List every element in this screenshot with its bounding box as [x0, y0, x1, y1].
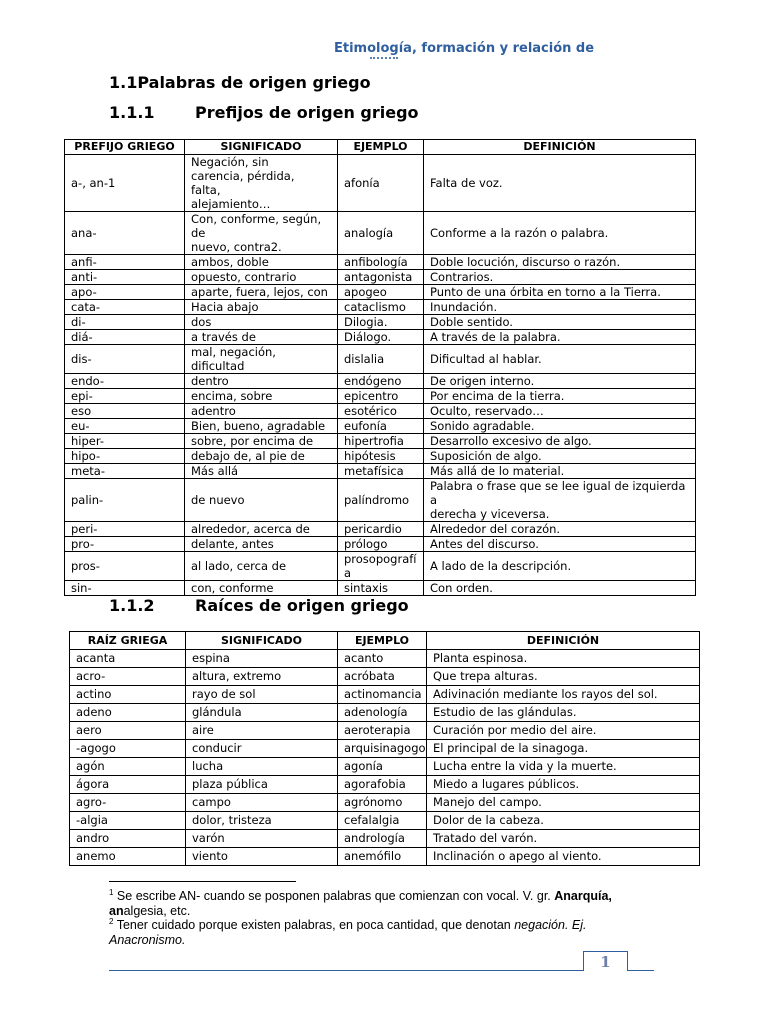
table-cell: pericardio	[338, 522, 424, 537]
table-cell: cataclismo	[338, 300, 424, 315]
table-cell: dos	[185, 315, 338, 330]
table-row	[70, 758, 700, 776]
table-cell: Suposición de algo.	[424, 449, 696, 464]
table-cell: Miedo a lugares públicos.	[427, 776, 700, 794]
table-cell: acróbata	[338, 668, 427, 686]
running-header-title: Etimología, formación y relación de	[334, 41, 595, 56]
table-row	[65, 581, 696, 596]
table-row	[65, 374, 696, 389]
table-cell: acanta	[70, 650, 186, 668]
table-row	[70, 722, 700, 740]
table-cell: dis-	[65, 345, 185, 374]
table-cell: meta-	[65, 464, 185, 479]
table-cell: plaza pública	[186, 776, 338, 794]
table-cell: cefalalgia	[338, 812, 427, 830]
table-cell: Dolor de la cabeza.	[427, 812, 700, 830]
table-cell: opuesto, contrario	[185, 270, 338, 285]
table-header-row	[70, 632, 700, 650]
table-cell: lucha	[186, 758, 338, 776]
table-cell: Doble locución, discurso o razón.	[424, 255, 696, 270]
column-header: EJEMPLO	[338, 140, 424, 155]
table-cell: epi-	[65, 389, 185, 404]
table-row	[65, 345, 696, 374]
table-row	[70, 776, 700, 794]
table-cell: Contrarios.	[424, 270, 696, 285]
table-row	[65, 552, 696, 581]
footnote-number: 2	[109, 917, 114, 926]
column-header: SIGNIFICADO	[186, 632, 338, 650]
column-header: PREFIJO GRIEGO	[65, 140, 185, 155]
column-header: EJEMPLO	[338, 632, 427, 650]
table-cell: peri-	[65, 522, 185, 537]
table-cell: antagonista	[338, 270, 424, 285]
table-cell: De origen interno.	[424, 374, 696, 389]
table-cell: cata-	[65, 300, 185, 315]
table-cell: Curación por medio del aire.	[427, 722, 700, 740]
table-cell: adeno	[70, 704, 186, 722]
table-cell: Negación, sin carencia, pérdida, falta, alejamiento…	[185, 155, 338, 212]
table-cell: Por encima de la tierra.	[424, 389, 696, 404]
greek-prefixes-table	[64, 139, 696, 596]
heading-text: Prefijos de origen griego	[195, 103, 419, 122]
table-cell: hipótesis	[338, 449, 424, 464]
table-cell: delante, antes	[185, 537, 338, 552]
footnote-text: Se escribe AN- cuando se posponen palabras que comienzan con vocal. V. gr.	[113, 889, 555, 904]
column-header: RAÍZ GRIEGA	[70, 632, 186, 650]
table-row	[65, 389, 696, 404]
table-row	[65, 270, 696, 285]
table-cell: andrología	[338, 830, 427, 848]
table-cell: Palabra o frase que se lee igual de izquierda a derecha y viceversa.	[424, 479, 696, 522]
table-cell: adenología	[338, 704, 427, 722]
table-cell: A través de la palabra.	[424, 330, 696, 345]
table-cell: palíndromo	[338, 479, 424, 522]
footnote-bold: arquía,	[570, 889, 612, 904]
table-cell: a-, an-1	[65, 155, 185, 212]
table-cell: anti-	[65, 270, 185, 285]
table-cell: apo-	[65, 285, 185, 300]
table-row	[65, 434, 696, 449]
table-cell: Oculto, reservado…	[424, 404, 696, 419]
table-cell: Punto de una órbita en torno a la Tierra.	[424, 285, 696, 300]
table-cell: campo	[186, 794, 338, 812]
table-cell: dolor, tristeza	[186, 812, 338, 830]
table-cell: Hacia abajo	[185, 300, 338, 315]
table-row	[70, 704, 700, 722]
column-header: DEFINICIÓN	[427, 632, 700, 650]
table-cell: agrónomo	[338, 794, 427, 812]
table-row	[70, 650, 700, 668]
table-cell: diá-	[65, 330, 185, 345]
table-header-row	[65, 140, 696, 155]
table-cell: ágora	[70, 776, 186, 794]
table-cell: El principal de la sinagoga.	[427, 740, 700, 758]
table-cell: conducir	[186, 740, 338, 758]
table-cell: A lado de la descripción.	[424, 552, 696, 581]
heading-number: 1.1.1	[109, 103, 155, 122]
column-header: SIGNIFICADO	[185, 140, 338, 155]
table-cell: sobre, por encima de	[185, 434, 338, 449]
table-cell: anfi-	[65, 255, 185, 270]
table-cell: -algia	[70, 812, 186, 830]
table-row	[70, 794, 700, 812]
table-cell: mal, negación, dificultad	[185, 345, 338, 374]
table-cell: varón	[186, 830, 338, 848]
table-cell: endo-	[65, 374, 185, 389]
table-cell: debajo de, al pie de	[185, 449, 338, 464]
table-row	[65, 479, 696, 522]
table-cell: eso	[65, 404, 185, 419]
table-cell: anemófilo	[338, 848, 427, 866]
table-cell: Desarrollo excesivo de algo.	[424, 434, 696, 449]
table-cell: eufonía	[338, 419, 424, 434]
table-cell: Diálogo.	[338, 330, 424, 345]
table-cell: Falta de voz.	[424, 155, 696, 212]
table-row	[65, 212, 696, 255]
table-cell: dislalia	[338, 345, 424, 374]
footnote-text: algesia, etc.	[123, 904, 191, 919]
table-cell: apogeo	[338, 285, 424, 300]
table-cell: di-	[65, 315, 185, 330]
table-cell: glándula	[186, 704, 338, 722]
table-cell: acro-	[70, 668, 186, 686]
table-cell: Inundación.	[424, 300, 696, 315]
table-cell: prosopografí a	[338, 552, 424, 581]
table-cell: Dilogia.	[338, 315, 424, 330]
heading-1-1: 1.1Palabras de origen griego	[109, 73, 371, 92]
table-cell: Con, conforme, según, de nuevo, contra2.	[185, 212, 338, 255]
footnote-bold: an	[109, 904, 124, 919]
table-cell: encima, sobre	[185, 389, 338, 404]
table-cell: a través de	[185, 330, 338, 345]
table-cell: agorafobia	[338, 776, 427, 794]
table-cell: sintaxis	[338, 581, 424, 596]
table-cell: de nuevo	[185, 479, 338, 522]
table-cell: anemo	[70, 848, 186, 866]
table-cell: metafísica	[338, 464, 424, 479]
table-cell: acanto	[338, 650, 427, 668]
table-row	[65, 449, 696, 464]
table-cell: Estudio de las glándulas.	[427, 704, 700, 722]
table-cell: agón	[70, 758, 186, 776]
footnote-separator	[109, 881, 296, 882]
table-row	[65, 537, 696, 552]
table-cell: rayo de sol	[186, 686, 338, 704]
table-row	[65, 285, 696, 300]
table-cell: Alrededor del corazón.	[424, 522, 696, 537]
table-cell: Planta espinosa.	[427, 650, 700, 668]
table-row	[70, 848, 700, 866]
table-row	[65, 404, 696, 419]
table-cell: Que trepa alturas.	[427, 668, 700, 686]
table-cell: hipertrofia	[338, 434, 424, 449]
table-cell: al lado, cerca de	[185, 552, 338, 581]
footnote-number: 1	[109, 888, 114, 897]
table-row	[70, 740, 700, 758]
table-row	[70, 812, 700, 830]
table-cell: epicentro	[338, 389, 424, 404]
heading-number: 1.1.2	[109, 596, 155, 615]
table-cell: Más allá	[185, 464, 338, 479]
table-cell: hiper-	[65, 434, 185, 449]
table-cell: andro	[70, 830, 186, 848]
table-row	[70, 668, 700, 686]
table-cell: pro-	[65, 537, 185, 552]
column-header: DEFINICIÓN	[424, 140, 696, 155]
table-cell: hipo-	[65, 449, 185, 464]
table-cell: analogía	[338, 212, 424, 255]
table-cell: espina	[186, 650, 338, 668]
table-cell: Antes del discurso.	[424, 537, 696, 552]
table-cell: -agogo	[70, 740, 186, 758]
table-row	[65, 300, 696, 315]
table-cell: Conforme a la razón o palabra.	[424, 212, 696, 255]
page-number: 1	[583, 951, 628, 971]
table-cell: arquisinagogo	[338, 740, 427, 758]
greek-roots-table	[69, 631, 700, 866]
table-cell: adentro	[185, 404, 338, 419]
table-cell: anfibología	[338, 255, 424, 270]
table-cell: agonía	[338, 758, 427, 776]
table-cell: pros-	[65, 552, 185, 581]
footnote-bold: An	[554, 889, 571, 904]
table-cell: Más allá de lo material.	[424, 464, 696, 479]
table-row	[65, 155, 696, 212]
table-cell: viento	[186, 848, 338, 866]
footnote-2	[109, 914, 669, 948]
table-cell: con, conforme	[185, 581, 338, 596]
table-cell: esotérico	[338, 404, 424, 419]
table-cell: ambos, doble	[185, 255, 338, 270]
table-cell: agro-	[70, 794, 186, 812]
table-row	[65, 419, 696, 434]
table-cell: altura, extremo	[186, 668, 338, 686]
footnote-text: Tener cuidado porque existen palabras, en poca cantidad, que denotan	[113, 918, 515, 933]
table-row	[65, 522, 696, 537]
table-row	[70, 830, 700, 848]
table-row	[65, 464, 696, 479]
table-cell: sin-	[65, 581, 185, 596]
table-cell: Lucha entre la vida y la muerte.	[427, 758, 700, 776]
table-cell: aire	[186, 722, 338, 740]
footnote-italic: Anacronismo.	[109, 933, 186, 948]
heading-1-1-2	[109, 596, 409, 615]
table-cell: eu-	[65, 419, 185, 434]
running-header-continuation	[370, 57, 398, 62]
table-cell: afonía	[338, 155, 424, 212]
footer-rule	[109, 970, 654, 971]
table-cell: prólogo	[338, 537, 424, 552]
table-row	[65, 330, 696, 345]
footnote-italic: negación. Ej.	[514, 918, 587, 933]
table-cell: aero	[70, 722, 186, 740]
table-cell: aparte, fuera, lejos, con	[185, 285, 338, 300]
table-cell: aeroterapia	[338, 722, 427, 740]
table-cell: Sonido agradable.	[424, 419, 696, 434]
table-row	[70, 686, 700, 704]
table-cell: Adivinación mediante los rayos del sol.	[427, 686, 700, 704]
table-cell: Inclinación o apego al viento.	[427, 848, 700, 866]
table-cell: actino	[70, 686, 186, 704]
table-cell: actinomancia	[338, 686, 427, 704]
table-cell: Dificultad al hablar.	[424, 345, 696, 374]
table-cell: Manejo del campo.	[427, 794, 700, 812]
table-cell: Con orden.	[424, 581, 696, 596]
table-cell: ana-	[65, 212, 185, 255]
table-cell: Bien, bueno, agradable	[185, 419, 338, 434]
table-cell: Tratado del varón.	[427, 830, 700, 848]
table-cell: dentro	[185, 374, 338, 389]
table-row	[65, 255, 696, 270]
table-cell: alrededor, acerca de	[185, 522, 338, 537]
table-cell: Doble sentido.	[424, 315, 696, 330]
table-cell: endógeno	[338, 374, 424, 389]
table-cell: palin-	[65, 479, 185, 522]
table-row	[65, 315, 696, 330]
heading-text: Raíces de origen griego	[195, 596, 409, 615]
heading-1-1-1	[109, 103, 419, 122]
